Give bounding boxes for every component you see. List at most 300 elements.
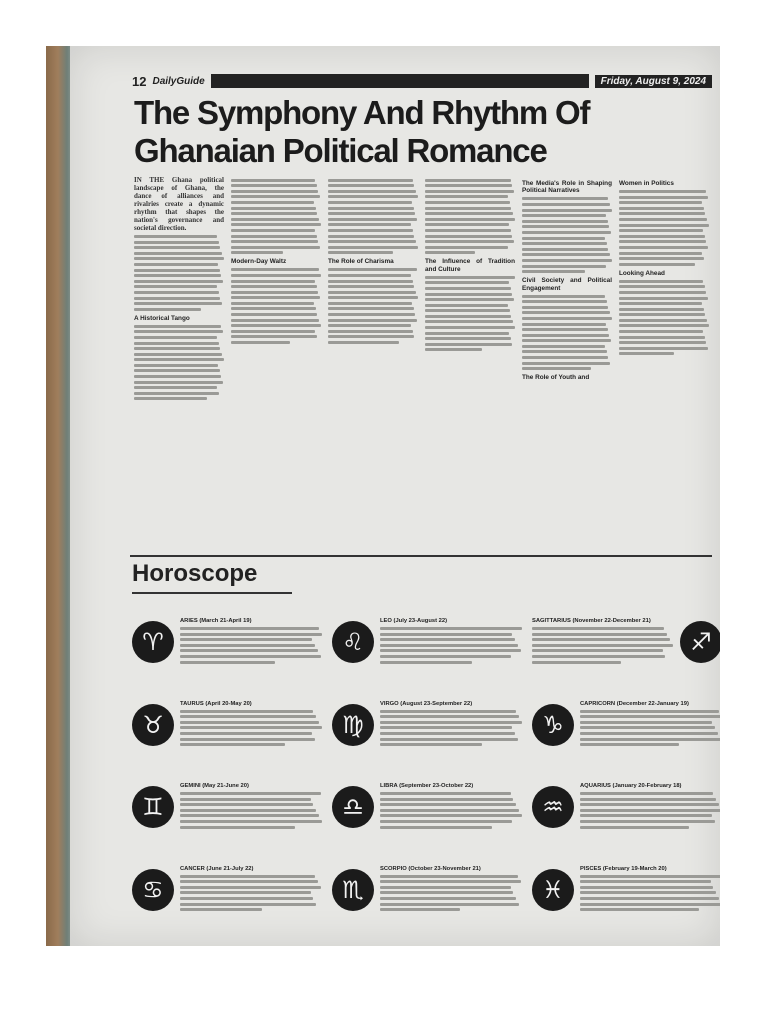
text-line <box>619 280 703 283</box>
text-line <box>522 345 605 348</box>
text-line <box>619 229 703 232</box>
virgo-icon: ♍ <box>332 704 374 746</box>
text-line <box>328 341 399 344</box>
sign-text <box>180 783 322 831</box>
text-line <box>425 201 510 204</box>
text-line <box>328 280 413 283</box>
text-lines <box>425 276 515 352</box>
text-line <box>425 287 511 290</box>
text-line <box>580 820 715 823</box>
text-line <box>425 348 482 351</box>
text-line <box>425 298 514 301</box>
text-line <box>580 809 720 812</box>
text-line <box>380 710 516 713</box>
sign-text <box>580 783 720 831</box>
sign-name: SCORPIO (October 23-November 21) <box>380 865 481 872</box>
text-line <box>134 269 220 272</box>
text-line <box>328 235 414 238</box>
text-lines <box>328 179 418 255</box>
text-line <box>231 235 317 238</box>
sign-name: GEMINI (May 21-June 20) <box>180 783 249 790</box>
subhead: The Media's Role in Shaping Political Narratives <box>522 180 612 195</box>
text-line <box>425 235 512 238</box>
text-line <box>231 285 317 288</box>
text-line <box>619 196 708 199</box>
sign-name: CAPRICORN (December 22-January 19) <box>580 700 689 707</box>
text-line <box>231 240 318 243</box>
text-line <box>180 820 322 823</box>
text-line <box>231 319 319 322</box>
subhead: Civil Society and Political Engagement <box>522 277 612 292</box>
text-line <box>580 897 719 900</box>
sign-aquarius <box>532 783 720 831</box>
text-line <box>522 225 609 228</box>
text-line <box>425 190 514 193</box>
sign-virgo <box>332 701 522 749</box>
text-line <box>380 875 518 878</box>
text-line <box>619 257 704 260</box>
text-line <box>522 334 609 337</box>
text-line <box>134 246 220 249</box>
sign-aries <box>132 618 322 666</box>
text-line <box>619 240 706 243</box>
sign-name: SAGITTARIUS (November 22-December 21) <box>532 618 651 625</box>
text-line <box>380 891 513 894</box>
text-line <box>580 743 679 746</box>
text-lines <box>580 792 720 829</box>
text-line <box>580 803 719 806</box>
horoscope-column <box>332 601 522 931</box>
text-line <box>619 324 709 327</box>
sign-text <box>180 866 322 914</box>
text-line <box>180 803 313 806</box>
text-line <box>619 336 705 339</box>
text-line <box>380 649 521 652</box>
text-line <box>425 195 508 198</box>
text-line <box>425 218 515 221</box>
text-line <box>134 375 221 378</box>
text-line <box>180 886 321 889</box>
text-line <box>425 326 515 329</box>
text-line <box>134 263 218 266</box>
text-line <box>522 362 610 365</box>
text-line <box>231 201 314 204</box>
text-line <box>380 809 519 812</box>
text-line <box>532 655 665 658</box>
text-line <box>425 315 511 318</box>
sign-name: AQUARIUS (January 20-February 18) <box>580 783 682 790</box>
text-line <box>328 296 418 299</box>
text-line <box>180 715 316 718</box>
text-line <box>231 229 315 232</box>
text-line <box>380 661 472 664</box>
text-line <box>380 738 518 741</box>
horoscope-column <box>532 601 720 931</box>
text-line <box>328 190 416 193</box>
subhead: Women in Politics <box>619 180 674 187</box>
text-line <box>380 655 511 658</box>
text-line <box>425 304 508 307</box>
text-line <box>380 721 522 724</box>
text-line <box>580 715 720 718</box>
text-line <box>522 231 611 234</box>
text-line <box>134 235 217 238</box>
text-line <box>580 903 720 906</box>
text-line <box>328 246 418 249</box>
text-line <box>231 313 317 316</box>
text-line <box>328 319 417 322</box>
article-headline: The Symphony And Rhythm Of Ghanaian Political Romance <box>134 94 590 169</box>
text-line <box>380 627 522 630</box>
sign-text <box>580 866 720 914</box>
text-line <box>580 798 716 801</box>
horoscope-title-rule <box>132 592 292 594</box>
text-line <box>231 179 315 182</box>
text-line <box>328 179 413 182</box>
article-column-2 <box>231 176 321 554</box>
text-line <box>180 655 321 658</box>
text-line <box>134 358 224 361</box>
text-line <box>425 229 511 232</box>
text-line <box>328 218 417 221</box>
text-line <box>619 235 705 238</box>
text-lines <box>180 792 322 829</box>
text-line <box>231 335 317 338</box>
text-line <box>522 265 606 268</box>
text-line <box>522 295 605 298</box>
text-line <box>231 268 319 271</box>
text-line <box>328 335 414 338</box>
text-line <box>180 633 322 636</box>
text-line <box>134 302 222 305</box>
text-line <box>522 253 610 256</box>
text-line <box>619 313 705 316</box>
text-lines <box>380 710 522 747</box>
text-line <box>532 633 667 636</box>
text-line <box>532 644 673 647</box>
text-line <box>522 306 608 309</box>
section-divider <box>130 555 712 557</box>
text-lines <box>180 875 322 912</box>
subhead: The Role of Charisma <box>328 258 394 266</box>
text-line <box>380 743 482 746</box>
text-line <box>619 201 702 204</box>
text-line <box>425 179 511 182</box>
text-line <box>522 350 607 353</box>
text-line <box>380 803 516 806</box>
text-line <box>425 337 511 340</box>
text-line <box>134 353 222 356</box>
text-line <box>580 792 713 795</box>
text-line <box>580 891 716 894</box>
subhead: A Historical Tango <box>134 314 190 322</box>
text-line <box>180 627 319 630</box>
text-line <box>425 343 512 346</box>
text-line <box>134 280 223 283</box>
text-line <box>522 214 606 217</box>
text-line <box>619 302 702 305</box>
text-line <box>425 184 512 187</box>
text-line <box>231 341 290 344</box>
text-line <box>134 381 223 384</box>
horoscope-column <box>132 601 322 931</box>
text-line <box>180 875 315 878</box>
text-line <box>231 307 316 310</box>
text-line <box>380 633 512 636</box>
text-line <box>380 726 512 729</box>
text-lines <box>532 627 674 664</box>
text-line <box>580 875 720 878</box>
text-line <box>522 209 612 212</box>
text-line <box>522 367 591 370</box>
text-line <box>522 270 585 273</box>
text-line <box>425 223 509 226</box>
aquarius-icon: ♒ <box>532 786 574 828</box>
text-line <box>134 297 220 300</box>
text-line <box>380 897 516 900</box>
text-line <box>425 320 513 323</box>
text-line <box>522 237 605 240</box>
text-lines <box>580 875 720 912</box>
text-line <box>328 313 415 316</box>
text-line <box>619 252 702 255</box>
sign-pisces <box>532 866 720 914</box>
text-line <box>380 814 522 817</box>
text-line <box>522 339 611 342</box>
text-line <box>425 212 513 215</box>
text-line <box>180 726 322 729</box>
text-line <box>134 397 207 400</box>
text-line <box>425 246 508 249</box>
text-line <box>134 274 221 277</box>
text-line <box>328 285 414 288</box>
text-line <box>180 732 312 735</box>
text-line <box>425 332 509 335</box>
gemini-icon: ♊ <box>132 786 174 828</box>
text-line <box>328 268 417 271</box>
text-line <box>619 207 704 210</box>
text-line <box>328 195 418 198</box>
text-line <box>231 207 316 210</box>
text-line <box>180 798 311 801</box>
text-line <box>522 317 612 320</box>
text-line <box>180 792 321 795</box>
text-line <box>180 661 275 664</box>
text-line <box>328 330 413 333</box>
text-line <box>425 281 509 284</box>
text-lines <box>425 179 515 255</box>
text-line <box>328 184 414 187</box>
text-line <box>425 251 475 254</box>
taurus-icon: ♉ <box>132 704 174 746</box>
text-line <box>328 229 413 232</box>
text-line <box>580 721 712 724</box>
text-line <box>328 201 412 204</box>
text-line <box>180 903 316 906</box>
text-line <box>231 218 319 221</box>
sign-scorpio <box>332 866 522 914</box>
text-line <box>180 721 319 724</box>
page-header <box>132 72 712 90</box>
header-bar <box>211 74 589 88</box>
text-line <box>380 903 519 906</box>
subhead: The Role of Youth and <box>522 374 590 382</box>
issue-date: Friday, August 9, 2024 <box>595 75 712 88</box>
text-line <box>425 276 515 279</box>
text-line <box>231 291 318 294</box>
text-line <box>134 308 201 311</box>
text-line <box>134 369 220 372</box>
text-line <box>380 715 519 718</box>
sign-name: LIBRA (September 23-October 22) <box>380 783 474 790</box>
horoscope-grid <box>132 601 720 931</box>
text-line <box>180 710 313 713</box>
text-line <box>380 798 513 801</box>
aries-icon: ♈ <box>132 621 174 663</box>
sign-name: PISCES (February 19-March 20) <box>580 865 667 872</box>
text-line <box>231 190 318 193</box>
article-column-5 <box>522 176 612 554</box>
cancer-icon: ♋ <box>132 869 174 911</box>
capricorn-icon: ♑ <box>532 704 574 746</box>
text-line <box>619 190 706 193</box>
text-line <box>231 184 317 187</box>
text-line <box>328 240 416 243</box>
sign-name: ARIES (March 21-April 19) <box>180 618 252 625</box>
text-line <box>180 809 316 812</box>
text-line <box>231 280 315 283</box>
text-line <box>522 259 612 262</box>
text-line <box>619 341 706 344</box>
text-line <box>522 203 610 206</box>
text-line <box>231 296 320 299</box>
text-line <box>328 307 414 310</box>
scorpio-icon: ♏ <box>332 869 374 911</box>
text-lines <box>380 627 522 664</box>
sign-text <box>180 618 322 666</box>
text-line <box>619 319 707 322</box>
sagittarius-icon: ♐ <box>680 621 720 663</box>
text-line <box>619 224 709 227</box>
text-lines <box>619 190 709 266</box>
text-line <box>580 908 699 911</box>
text-line <box>619 352 674 355</box>
text-line <box>425 207 511 210</box>
subhead: Modern-Day Waltz <box>231 258 287 266</box>
text-line <box>380 826 492 829</box>
sign-leo <box>332 618 522 666</box>
text-lines <box>522 295 612 371</box>
text-lines <box>180 627 322 664</box>
text-line <box>619 291 706 294</box>
text-line <box>532 649 663 652</box>
text-line <box>231 330 315 333</box>
sign-text <box>380 618 522 666</box>
text-line <box>180 638 312 641</box>
text-line <box>231 274 321 277</box>
text-line <box>522 311 610 314</box>
text-lines <box>134 235 224 311</box>
text-line <box>619 246 708 249</box>
text-line <box>380 886 511 889</box>
text-line <box>580 710 719 713</box>
text-lines <box>328 268 418 344</box>
text-lines <box>580 710 720 747</box>
text-line <box>328 291 416 294</box>
text-line <box>522 248 608 251</box>
text-lines <box>231 268 321 344</box>
text-line <box>619 212 705 215</box>
text-line <box>328 324 411 327</box>
text-line <box>522 323 606 326</box>
text-line <box>532 638 670 641</box>
article-column-6 <box>619 176 709 554</box>
text-line <box>134 342 219 345</box>
sign-taurus <box>132 701 322 749</box>
text-line <box>231 223 321 226</box>
text-line <box>134 325 221 328</box>
sign-gemini <box>132 783 322 831</box>
text-line <box>580 826 689 829</box>
text-line <box>619 218 707 221</box>
text-line <box>134 336 217 339</box>
text-line <box>580 726 715 729</box>
text-line <box>380 732 515 735</box>
text-line <box>134 386 217 389</box>
newspaper-page <box>70 46 720 946</box>
text-line <box>522 242 607 245</box>
sign-text <box>532 618 674 666</box>
text-line <box>180 649 318 652</box>
text-line <box>231 324 321 327</box>
text-line <box>619 263 695 266</box>
text-line <box>134 257 224 260</box>
sign-libra <box>332 783 522 831</box>
text-line <box>380 908 460 911</box>
text-line <box>328 274 411 277</box>
text-lines <box>380 875 522 912</box>
text-lines <box>380 792 522 829</box>
sign-name: VIRGO (August 23-September 22) <box>380 700 473 707</box>
text-line <box>231 212 317 215</box>
text-line <box>231 246 320 249</box>
text-line <box>180 644 315 647</box>
text-line <box>134 330 223 333</box>
sign-capricorn <box>532 701 720 749</box>
text-lines <box>522 197 612 273</box>
text-line <box>231 251 283 254</box>
sign-sagittarius <box>532 618 720 666</box>
text-line <box>134 252 222 255</box>
text-line <box>425 309 510 312</box>
text-line <box>522 197 608 200</box>
libra-icon: ♎ <box>332 786 374 828</box>
text-line <box>619 308 704 311</box>
sign-text <box>580 701 720 749</box>
text-line <box>180 738 315 741</box>
text-line <box>380 644 518 647</box>
sign-name: CANCER (June 21-July 22) <box>180 865 254 872</box>
text-line <box>619 285 705 288</box>
article-column-4 <box>425 176 515 554</box>
leo-icon: ♌ <box>332 621 374 663</box>
sign-cancer <box>132 866 322 914</box>
text-line <box>522 356 608 359</box>
text-lines <box>134 325 224 401</box>
text-line <box>180 908 262 911</box>
text-line <box>180 814 319 817</box>
article-column-1 <box>134 176 224 554</box>
